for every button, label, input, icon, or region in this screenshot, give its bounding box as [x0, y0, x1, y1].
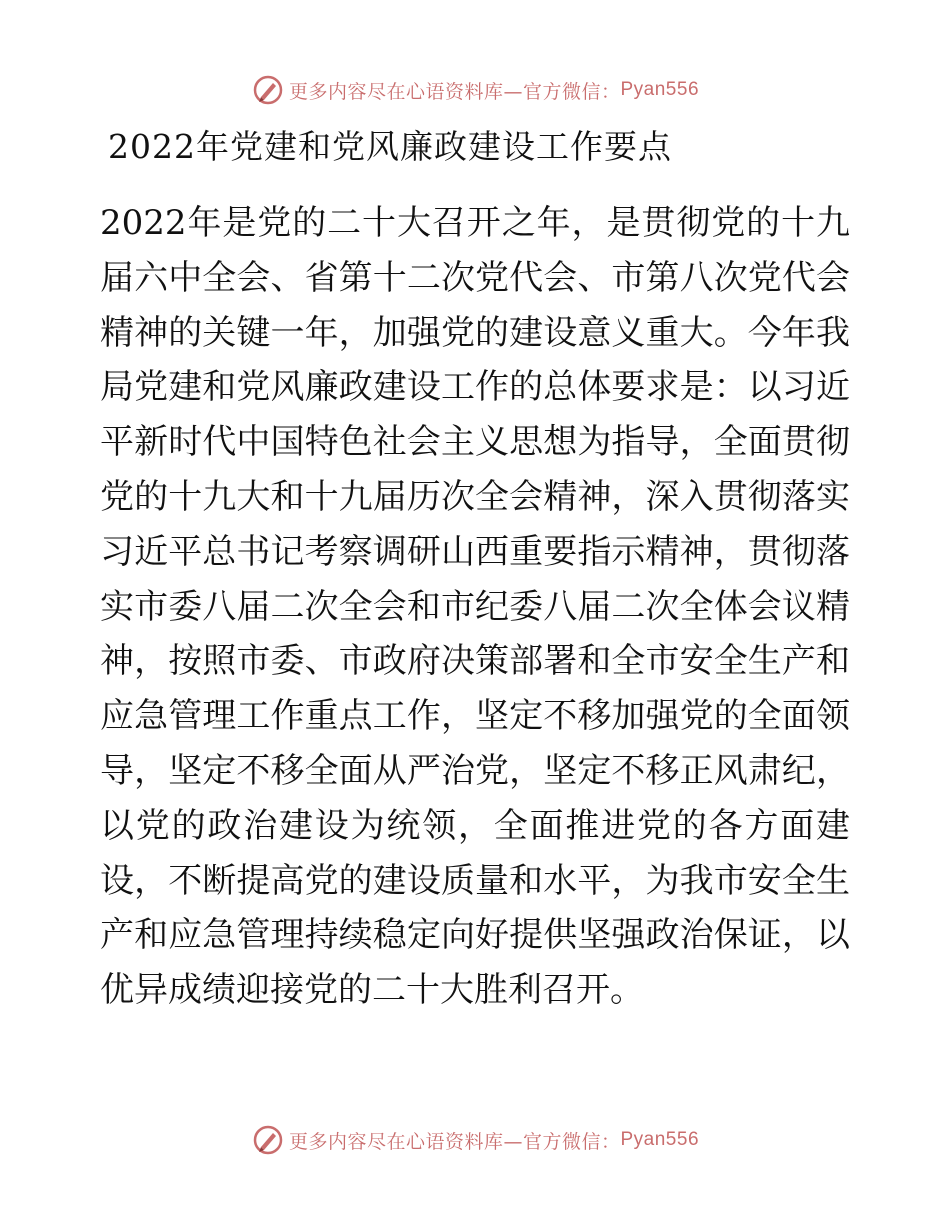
watermark-text: 更多内容尽在心语资料库—官方微信：	[288, 1130, 621, 1153]
paragraph-line: 精神的关键一年，加强党的建设意义重大。今年我	[100, 312, 850, 353]
paragraph-line: 实市委八届二次全会和市纪委八届二次全体会议精	[100, 586, 850, 627]
paragraph-line: 设，不断提高党的建设质量和水平，为我市安全生	[100, 860, 850, 901]
pen-logo-icon	[251, 73, 285, 107]
paragraph-line: 以党的政治建设为统领，全面推进党的各方面建	[100, 805, 850, 846]
paragraph-line: 局党建和党风廉政建设工作的总体要求是：以习近	[100, 367, 850, 408]
paragraph-line: 优异成绩迎接党的二十大胜利召开。	[100, 970, 644, 1011]
paragraph-line: 应急管理工作重点工作，坚定不移加强党的全面领	[100, 696, 850, 737]
paragraph-line: 党的十九大和十九届历次全会精神，深入贯彻落实	[100, 476, 850, 517]
pen-logo-icon	[251, 1123, 285, 1157]
paragraph-line: 导，坚定不移全面从严治党，坚定不移正风肃纪，	[100, 750, 850, 791]
paragraph-line: 神，按照市委、市政府决策部署和全市安全生产和	[100, 641, 850, 682]
watermark-handle: Pyan556	[620, 1129, 700, 1150]
watermark-handle: Pyan556	[620, 79, 700, 100]
document-title: 2022年党建和党风廉政建设工作要点	[108, 127, 672, 166]
paragraph-line: 2022年是党的二十大召开之年，是贯彻党的十九	[100, 203, 850, 243]
paragraph-line: 习近平总书记考察调研山西重要指示精神，贯彻落	[100, 531, 850, 572]
watermark-text: 更多内容尽在心语资料库—官方微信：	[288, 80, 621, 103]
paragraph-line: 届六中全会、省第十二次党代会、市第八次党代会	[100, 257, 850, 298]
paragraph-line: 平新时代中国特色社会主义思想为指导，全面贯彻	[100, 422, 850, 463]
footer-watermark	[0, 1120, 950, 1160]
paragraph-line: 产和应急管理持续稳定向好提供坚强政治保证，以	[100, 915, 850, 956]
header-watermark	[0, 70, 950, 110]
document-body	[100, 196, 850, 1018]
